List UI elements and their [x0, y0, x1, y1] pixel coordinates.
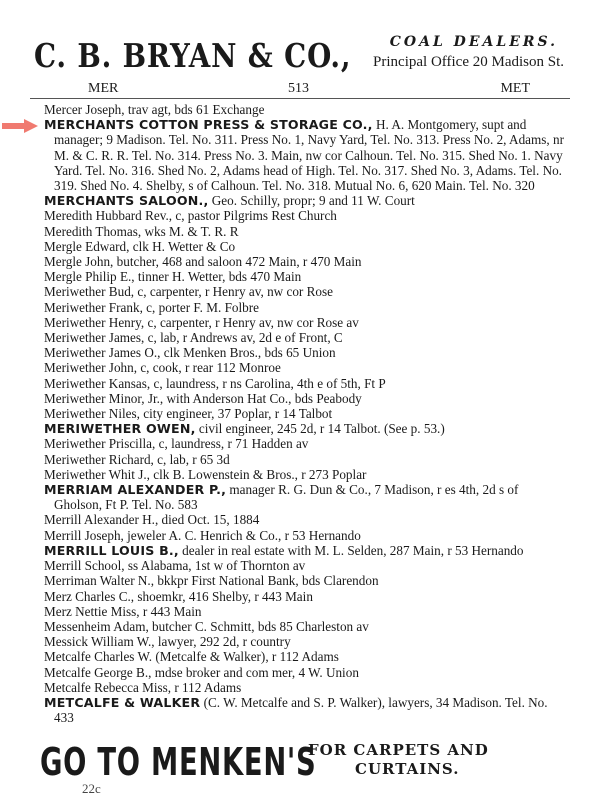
directory-entry: [44, 208, 564, 223]
entry-name: MERCHANTS SALOON.,: [44, 193, 209, 209]
directory-entry: [44, 452, 564, 467]
entry-text: Mercer Joseph, trav agt, bds 61 Exchange: [44, 102, 265, 117]
entry-text: manager R. G. Dun & Co., 7 Madison, r es 4th, 2d s of Gholson, Ft P. Tel. No. 583: [54, 482, 519, 513]
entry-text: Meredith Thomas, wks M. & T. R. R: [44, 223, 239, 239]
directory-entry: [44, 528, 564, 543]
header-advertisement: [34, 34, 564, 80]
directory-entry: [44, 649, 564, 664]
directory-entry: [44, 269, 564, 284]
directory-entry-featured: [44, 421, 564, 436]
entry-text: Meriwether Bud, c, carpenter, r Henry av, nw cor Rose: [44, 284, 333, 300]
header-rule: [30, 98, 570, 99]
entry-text: Meriwether Kansas, c, laundress, r ns Carolina, 4th e of 5th, Ft P: [44, 375, 386, 391]
directory-entry: [44, 589, 564, 604]
footer-page-mark: 22c: [82, 781, 101, 796]
directory-entry: [44, 239, 564, 254]
entry-text: Meriwether Frank, c, porter F. M. Folbre: [44, 299, 260, 315]
entry-text: Mergle Edward, clk H. Wetter & Co: [44, 238, 236, 254]
arrow-head: [24, 119, 38, 133]
directory-entry: [44, 512, 564, 527]
directory-entry: [44, 330, 564, 345]
directory-entry: [44, 224, 564, 239]
entry-name: MERIWETHER OWEN,: [44, 421, 196, 437]
entry-text: Merrill Joseph, jeweler A. C. Henrich & Co., r 53 Hernando: [44, 527, 361, 543]
entry-text: (C. W. Metcalfe and S. P. Walker), lawyers, 34 Madison. Tel. No. 433: [54, 694, 548, 726]
directory-entry: [44, 619, 564, 634]
entry-name: METCALFE & WALKER: [44, 694, 201, 710]
directory-entry: [44, 573, 564, 588]
running-head: [30, 81, 570, 97]
directory-entry: [44, 680, 564, 695]
directory-entry: [44, 634, 564, 649]
page-number: 513: [288, 81, 309, 96]
entry-text: Geo. Schilly, propr; 9 and 11 W. Court: [208, 193, 415, 209]
directory-entry: [44, 345, 564, 360]
entry-text: Meriwether James, c, lab, r Andrews av, 2d e of Front, C: [44, 330, 343, 346]
directory-entry: [44, 284, 564, 299]
entry-text: Mergle John, butcher, 468 and saloon 472 Main, r 470 Main: [44, 254, 362, 270]
entry-text: Metcalfe Charles W. (Metcalfe & Walker), r 112 Adams: [44, 649, 339, 665]
directory-entry: [44, 376, 564, 391]
directory-entry: [44, 300, 564, 315]
footer-ad-line-1: FOR CARPETS AND: [308, 741, 489, 759]
entry-text: Merriman Walter N., bkkpr First National Bank, bds Clarendon: [44, 573, 379, 589]
entry-text: Metcalfe George B., mdse broker and com mer, 4 W. Union: [44, 664, 359, 680]
entry-text: Meriwether Richard, c, lab, r 65 3d: [44, 451, 230, 467]
entry-text: Merrill School, ss Alabama, 1st w of Thornton av: [44, 558, 306, 574]
header-company-name: C. B. BRYAN & CO.,: [34, 36, 352, 75]
entry-name: MERCHANTS COTTON PRESS & STORAGE CO.,: [44, 117, 373, 133]
directory-entry-featured: [44, 695, 564, 725]
entry-text: Meriwether Niles, city engineer, 37 Poplar, r 14 Talbot: [44, 406, 333, 422]
entry-text: dealer in real estate with M. L. Selden, 287 Main, r 53 Hernando: [178, 542, 524, 558]
directory-entry: [44, 436, 564, 451]
running-head-left: MER: [88, 81, 119, 96]
directory-entry: [44, 391, 564, 406]
directory-entry: [44, 360, 564, 375]
entry-text: H. A. Montgomery, supt and manager; 9 Madison. Tel. No. 311. Press No. 1, Navy Yard, Tel. No. 313. Press No. 2, Adams, nr M. & C. R. R. Tel. No. 314. Press No. 3. Main, nw cor Calhoun. Tel. No. 315. Shed No. 1. Navy Yard. Tel. No. 316. Shed No. 2, Adams head of High. Tel. No. 317. Shed No. 3, Adams. Tel. No. 319. Shed No. 4. Shelby, s of Calhoun. Tel. No. 318. Mutual No. 6, 620 Main. Tel. No. 320: [54, 117, 564, 194]
directory-entry: [44, 467, 564, 482]
directory-entry-featured: [44, 482, 564, 512]
entry-text: Messick William W., lawyer, 292 2d, r country: [44, 634, 291, 650]
entry-text: Mergle Philip E., tinner H. Wetter, bds 470 Main: [44, 269, 302, 285]
directory-entry: [44, 102, 564, 117]
directory-entry-featured: [44, 543, 564, 558]
arrow-shaft: [2, 123, 26, 129]
entry-name: MERRILL LOUIS B.,: [44, 542, 179, 558]
footer-ad-line-2: CURTAINS.: [355, 760, 460, 778]
entry-text: Meredith Hubbard Rev., c, pastor Pilgrims Rest Church: [44, 208, 337, 224]
header-office-address: Principal Office 20 Madison St.: [373, 54, 564, 70]
running-head-right: MET: [500, 81, 530, 96]
directory-entry: [44, 254, 564, 269]
directory-entry: [44, 406, 564, 421]
footer-advertisement: [40, 740, 570, 782]
entry-text: Merz Nettie Miss, r 443 Main: [44, 603, 202, 619]
directory-entry-featured: [44, 193, 564, 208]
entry-text: Messenheim Adam, butcher C. Schmitt, bds 85 Charleston av: [44, 618, 369, 634]
entry-text: Meriwether James O., clk Menken Bros., bds 65 Union: [44, 345, 336, 361]
entry-text: Merz Charles C., shoemkr, 416 Shelby, r 443 Main: [44, 588, 313, 604]
header-business-type: COAL DEALERS.: [389, 34, 558, 50]
entry-text: civil engineer, 245 2d, r 14 Talbot. (See p. 53.): [195, 421, 445, 437]
directory-entry: [44, 315, 564, 330]
directory-entry: [44, 558, 564, 573]
entry-name: MERRIAM ALEXANDER P.,: [44, 482, 227, 498]
entry-text: Metcalfe Rebecca Miss, r 112 Adams: [44, 679, 242, 695]
directory-entry: [44, 665, 564, 680]
arrow-right-icon: [2, 119, 38, 133]
entry-text: Merrill Alexander H., died Oct. 15, 1884: [44, 512, 260, 528]
entry-text: Meriwether Priscilla, c, laundress, r 71 Hadden av: [44, 436, 309, 452]
footer-ad-headline: GO TO MENKEN'S: [40, 740, 317, 784]
directory-entry-featured: [44, 117, 564, 193]
entry-text: Meriwether Minor, Jr., with Anderson Hat Co., bds Peabody: [44, 390, 362, 406]
directory-entries: [44, 102, 564, 725]
directory-entry: [44, 604, 564, 619]
entry-text: Meriwether John, c, cook, r rear 112 Monroe: [44, 360, 281, 376]
entry-text: Meriwether Henry, c, carpenter, r Henry av, nw cor Rose av: [44, 314, 359, 330]
entry-text: Meriwether Whit J., clk B. Lowenstein & Bros., r 273 Poplar: [44, 466, 367, 482]
